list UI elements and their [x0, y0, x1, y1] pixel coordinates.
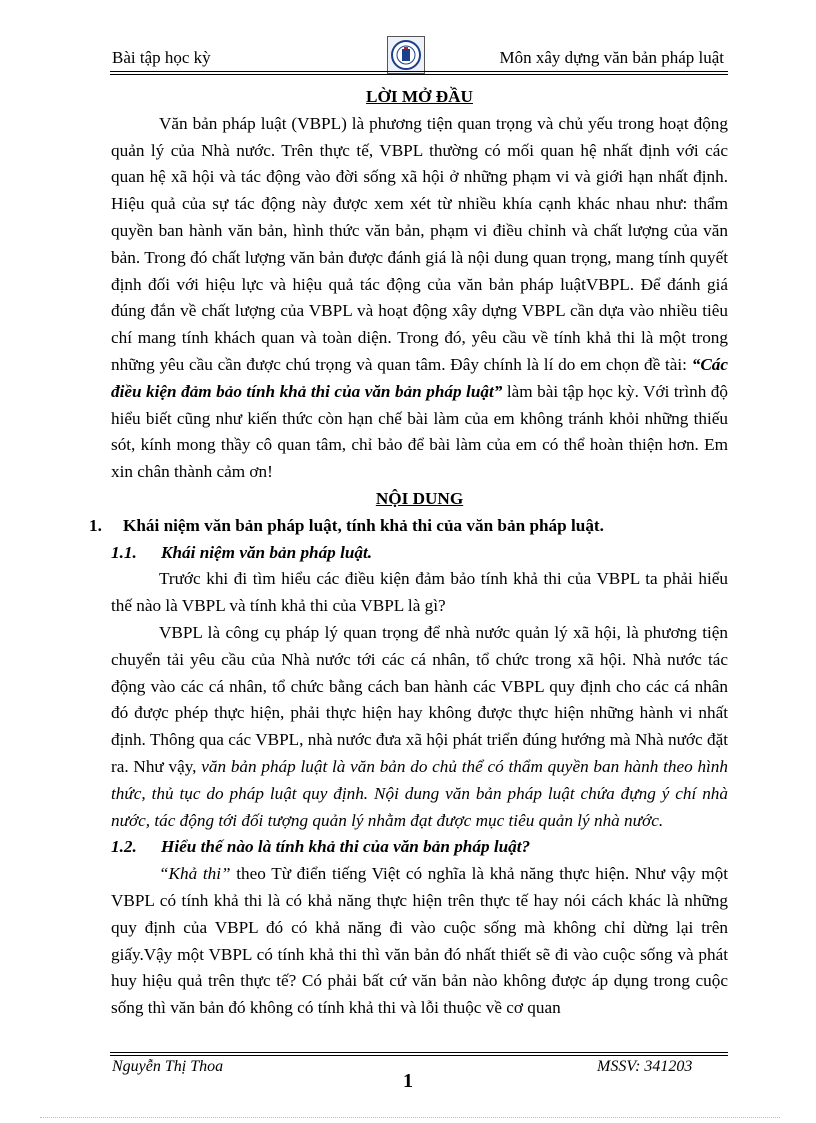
header-course-label: Bài tập học kỳ [112, 48, 211, 67]
intro-title: LỜI MỞ ĐẦU [366, 87, 473, 106]
section-1-2-heading: 1.2. Hiểu thế nào là tính khả thi của văn bản pháp luật? [161, 834, 728, 861]
document-body [89, 84, 728, 1022]
term-kha-thi: “Khả thi” [159, 864, 231, 884]
section-1-2-paragraph-1: “Khả thi” theo Từ điển tiếng Việt có nghĩa là khả năng thực hiện. Như vậy một VBPL có tính khả thi là có khả năng thực hiện trên thực tế hay nói cách khác là những quy định của VBPL đó có khả năng đi vào cuộc sống mà không chỉ dừng lại trên giấy.Vậy một VBPL có tính khả thi thì văn bản đó nhất thiết sẽ đi vào cuộc sống và phát huy hiệu quả trên thực tế? Có phải bất cứ văn bản nào không được áp dụng trong cuộc sống thì văn bản đó không có tính khả thi và lỗi thuộc về cơ quan [111, 864, 728, 1018]
footer-divider [110, 1052, 728, 1056]
section-1-1-heading: 1.1. Khái niệm văn bản pháp luật. [161, 540, 728, 567]
content-title: NỘI DUNG [375, 488, 464, 508]
header-subject-label: Môn xây dựng văn bản pháp luật [499, 48, 724, 67]
section-1-1-paragraph-1: Trước khi đi tìm hiểu các điều kiện đảm bảo tính khả thi của VBPL ta phải hiểu thế nào là VBPL và tính khả thi của VBPL là gì? [111, 569, 728, 616]
topic-title: “Các điều kiện đảm bảo tính khả thi của văn bản pháp luật” [111, 354, 728, 401]
section-1-1-paragraph-2: VBPL là công cụ pháp lý quan trọng để nhà nước quản lý xã hội, là phương tiện chuyển tải yêu cầu của Nhà nước tới các cá nhân, tổ chức trong xã hội. Nhà nước tác động vào các cá nhân, tổ chức bằng cách ban hành các VBPL quy định cho các cá nhân đó được phép thực hiện, phải thực hiện hay không được thực hiện những hành vi nhất định. Thông qua các VBPL, nhà nước đưa xã hội phát triển đúng hướng mà Nhà nước đặt ra. Như vậy, văn bản pháp luật là văn bản do chủ thể có thẩm quyền ban hành theo hình thức, thủ tục do pháp luật quy định. Nội dung văn bản pháp luật chứa đựng ý chí nhà nước, tác động tới đối tượng quản lý nhằm đạt được mục tiêu quản lý nhà nước. [111, 622, 728, 830]
page-number: 1 [403, 1070, 413, 1092]
header-divider [110, 71, 728, 75]
footer-student-id: MSSV: 341203 [597, 1058, 693, 1075]
intro-paragraph: Văn bản pháp luật (VBPL) là phương tiện quan trọng và chủ yếu trong hoạt động quản lý của Nhà nước. Trên thực tế, VBPL thường có mối quan hệ nhất định với các quan hệ xã hội và tác động vào đời sống xã hội ở những phạm vi và giới hạn nhất định. Hiệu quả của sự tác động này được xem xét từ nhiều khía cạnh khác nhau như: thẩm quyền ban hành văn bản, hình thức văn bản, phạm vi điều chỉnh và chất lượng của văn bản. Trong đó chất lượng văn bản được đánh giá là nội dung quan trọng, mang tính quyết định đối với hiệu lực và hiệu quả tác động của văn bản pháp luậtVBPL. Để đánh giá đúng đắn về chất lượng của VBPL và hoạt động xây dựng VBPL cần dựa vào nhiều tiêu chí mang tính khách quan và toàn diện. Trong đó, yêu cầu về tính khả thi là một trong những yêu cầu cần được chú trọng và quan tâm. Đây chính là lí do em chọn đề tài: “Các điều kiện đảm bảo tính khả thi của văn bản pháp luật” làm bài tập học kỳ. Với trình độ hiểu biết cũng như kiến thức còn hạn chế bài làm của em không tránh khỏi những thiếu sót, kính mong thầy cô quan tâm, chỉ bảo để bài làm của em có thể hoàn thiện hơn. Em xin chân thành cảm ơn! [111, 113, 728, 482]
section-1-heading: 1. Khái niệm văn bản pháp luật, tính khả thi của văn bản pháp luật. [123, 513, 728, 540]
footer-author: Nguyễn Thị Thoa [112, 1058, 224, 1075]
section-1-number: 1. [89, 515, 102, 535]
university-seal-icon [387, 36, 425, 74]
definition-text: văn bản pháp luật là văn bản do chủ thể có thẩm quyền ban hành theo hình thức, thủ tục do pháp luật quy định. Nội dung văn bản pháp luật chứa đựng ý chí nhà nước, tác động tới đối tượng quản lý nhằm đạt được mục tiêu quản lý nhà nước. [111, 756, 728, 830]
page-bottom-border [40, 1117, 780, 1118]
section-1-2-number: 1.2. [111, 837, 137, 857]
section-1-1-number: 1.1. [111, 542, 137, 562]
